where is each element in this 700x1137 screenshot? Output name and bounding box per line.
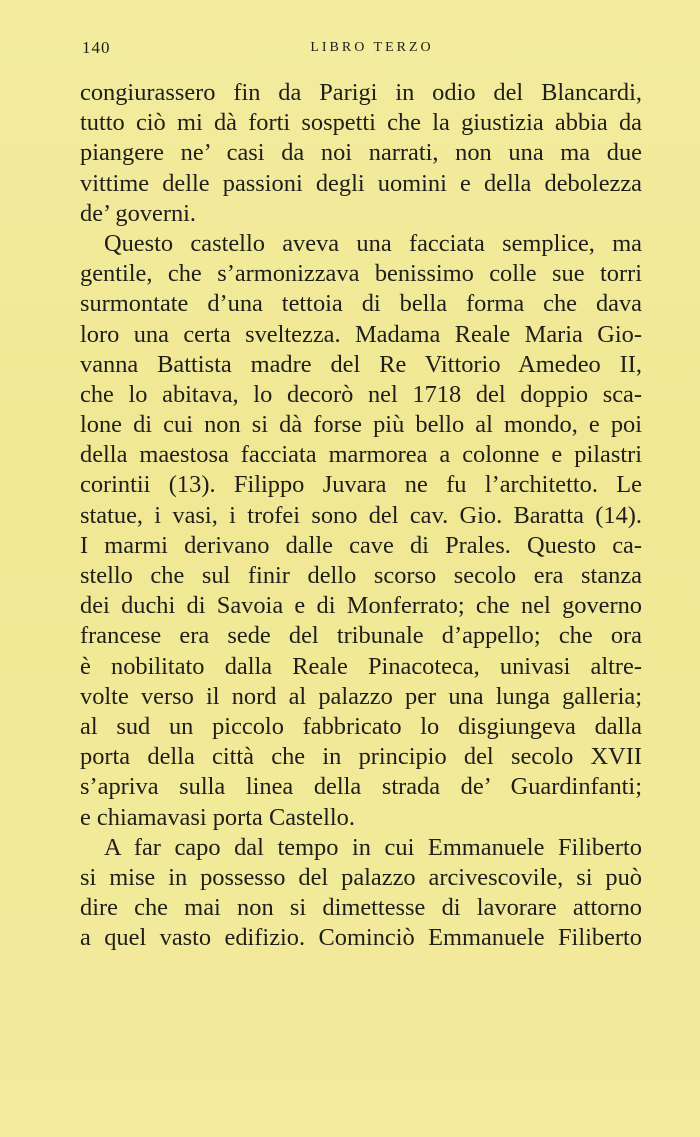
running-head: [82, 38, 642, 60]
text-line: I marmi derivano dalle cave di Prales. Questo ca-: [80, 531, 642, 559]
text-line: de’ governi.: [80, 199, 197, 227]
text-line: porta della città che in principio del secolo XVII: [80, 743, 642, 771]
text-line: francese era sede del tribunale d’appello; che ora: [80, 622, 642, 650]
text-line: statue, i vasi, i trofei sono del cav. Gio. Baratta (14).: [80, 501, 642, 529]
text-line: vittime delle passioni degli uomini e della debolezza: [80, 169, 642, 197]
page-number: 140: [82, 38, 111, 57]
text-line: volte verso il nord al palazzo per una lunga galleria;: [80, 682, 642, 710]
text-line: loro una certa sveltezza. Madama Reale Maria Gio-: [80, 320, 642, 348]
text-line: stello che sul finir dello scorso secolo era stanza: [80, 562, 642, 589]
text-line: dire che mai non si dimettesse di lavorare attorno: [80, 894, 642, 922]
text-line: gentile, che s’armonizzava benissimo colle sue torri: [80, 260, 642, 288]
text-line: congiurassero fin da Parigi in odio del Blancardi,: [80, 79, 642, 106]
text-line: vanna Battista madre del Re Vittorio Amedeo II,: [80, 350, 642, 378]
text-line: piangere ne’ casi da noi narrati, non una ma due: [80, 139, 642, 167]
text-line: è nobilitato dalla Reale Pinacoteca, univasi altre-: [80, 652, 642, 680]
running-title: LIBRO TERZO: [310, 40, 434, 55]
text-line: che lo abitava, lo decorò nel 1718 del doppio sca-: [80, 380, 642, 408]
text-line: si mise in possesso del palazzo arcivescovile, si può: [80, 863, 642, 891]
text-line: surmontate d’una tettoia di bella forma che dava: [80, 290, 642, 318]
text-line: della maestosa facciata marmorea a colonne e pilastri: [80, 441, 642, 469]
text-line: tutto ciò mi dà forti sospetti che la giustizia abbia da: [80, 109, 642, 137]
body-text: [80, 78, 642, 953]
text-line: s’apriva sulla linea della strada de’ Guardinfanti;: [80, 773, 642, 801]
text-line: a quel vasto edifizio. Cominciò Emmanuele Filiberto: [80, 924, 642, 952]
paragraph-start-line: A far capo dal tempo in cui Emmanuele Filiberto: [104, 833, 642, 861]
text-line: e chiamavasi porta Castello.: [80, 803, 355, 831]
text-line: al sud un piccolo fabbricato lo disgiungeva dalla: [80, 712, 642, 740]
text-line: corintii (13). Filippo Juvara ne fu l’architetto. Le: [80, 471, 642, 499]
paragraph-start-line: Questo castello aveva una facciata semplice, ma: [104, 229, 642, 257]
text-line: lone di cui non si dà forse più bello al mondo, e poi: [80, 411, 642, 439]
text-line: dei duchi di Savoia e di Monferrato; che nel governo: [80, 592, 642, 620]
